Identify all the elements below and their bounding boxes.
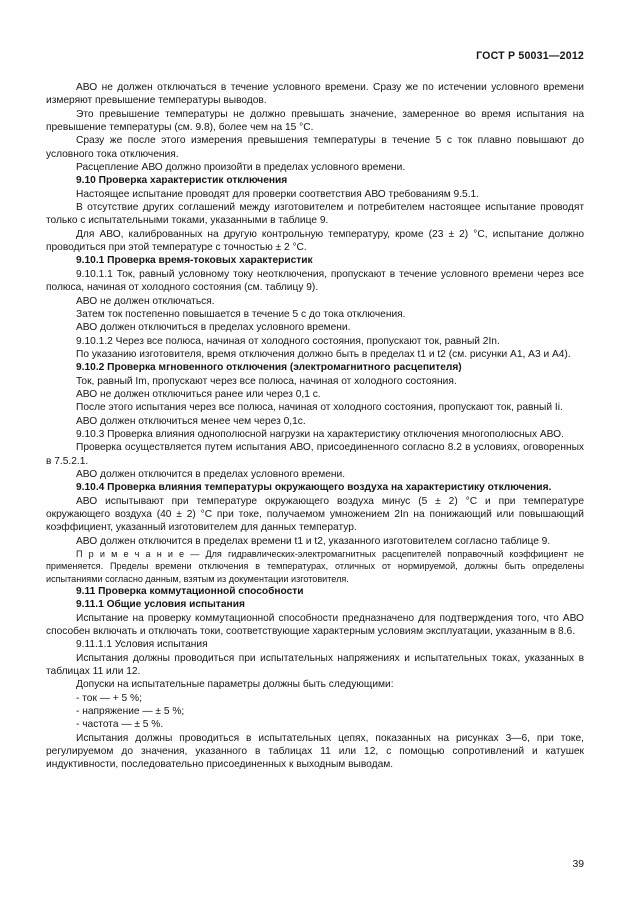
paragraph: В отсутствие других соглашений между изготовителем и потребителем настоящее испытание проводят только с испытательными токами, указанными в таблице 9.	[46, 202, 584, 227]
paragraph: Испытания должны проводиться в испытательных цепях, показанных на рисунках 3—6, при токе, регулируемом до значения, указанного в таблицах 11 или 12, с помощью сопротивлений и катушек индуктивности, последовательно присоединенных к выходным выводам.	[46, 732, 584, 771]
paragraph: Расцепление АВО должно произойти в пределах условного времени.	[76, 162, 406, 174]
paragraph: Затем ток постепенно повышается в течение 5 с до тока отключения.	[76, 308, 406, 320]
list-item: - ток — + 5 %;	[76, 692, 142, 704]
paragraph: 9.10.1.1 Ток, равный условному току неотключения, пропускают в течение условного времени через все полюса, начиная от холодного состояния (см. таблицу 9).	[46, 268, 584, 294]
paragraph: Ток, равный Im, пропускают через все полюса, начиная от холодного состояния.	[76, 375, 457, 387]
paragraph: Испытания должны проводиться при испытательных напряжениях и испытательных токах, указанных в таблицах 11 или 12.	[46, 652, 584, 677]
paragraph: 9.11.1.1 Условия испытания	[76, 639, 208, 651]
paragraph: Допуски на испытательные параметры должны быть следующими:	[76, 679, 394, 691]
document-body	[46, 81, 584, 772]
note-paragraph: П р и м е ч а н и е — Для гидравлических-электромагнитных расцепителей поправочный коэффициент не применяется. Пределы времени отключения в температурах, отличных от нормируемой, должны быть определены испытаниями согласно данным, взятым из документации изготовителя.	[46, 549, 584, 584]
paragraph: АВО не должен отключаться в течение условного времени. Сразу же по истечении условного времени измеряют превышение температуры выводов.	[46, 82, 584, 107]
page-number: 39	[572, 859, 584, 870]
section-heading: 9.10.1 Проверка время-токовых характеристик	[76, 255, 313, 267]
paragraph: Это превышение температуры не должно превышать значение, замеренное во время испытания на превышение температуры (см. 9.8), более чем на 15 °С.	[46, 108, 584, 134]
paragraph: Для АВО, калиброванных на другую контрольную температуру, кроме (23 ± 2) °С, испытание должно проводиться при этой температуре с точностью ± 2 °С.	[46, 228, 584, 254]
paragraph: АВО должен отключится в пределах времени t1 и t2, указанного изготовителем согласно таблице 9.	[76, 535, 551, 547]
paragraph: По указанию изготовителя, время отключения должно быть в пределах t1 и t2 (см. рисунки А1, А3 и А4).	[76, 348, 571, 360]
paragraph: Испытание на проверку коммутационной способности предназначено для подтверждения того, что АВО способен включать и отключать токи, соответствующие характерным условиям эксплуатации, указанным в 8.6.	[46, 612, 584, 637]
paragraph: После этого испытания через все полюса, начиная от холодного состояния, пропускают ток, равный Ii.	[76, 402, 563, 414]
section-heading: 9.10.2 Проверка мгновенного отключения (электромагнитного расцепителя)	[76, 362, 462, 374]
paragraph: АВО испытывают при температуре окружающего воздуха минус (5 ± 2) °С и при температуре окружающего воздуха (40 ± 2) °С при токе, получаемом умножением 2In на понижающий или повышающий коэффициент, указанный изготовителем для данных температур.	[46, 495, 584, 534]
standard-header: ГОСТ Р 50031—2012	[476, 50, 584, 62]
section-heading: 9.10 Проверка характеристик отключения	[76, 175, 288, 187]
paragraph: АВО не должен отключаться.	[76, 295, 215, 307]
paragraph: 9.10.3 Проверка влияния однополюсной нагрузки на характеристику отключения многополюсных АВО.	[76, 428, 564, 440]
section-heading: 9.11.1 Общие условия испытания	[76, 599, 245, 611]
list-item: - напряжение — ± 5 %;	[76, 706, 185, 718]
paragraph: Проверка осуществляется путем испытания АВО, присоединенного согласно 8.2 в условиях, оговоренных в 7.5.2.1.	[46, 442, 584, 467]
paragraph: Сразу же после этого измерения превышения температуры в течение 5 с ток плавно повышают до условного тока отключения.	[46, 135, 584, 160]
section-heading: 9.10.4 Проверка влияния температуры окружающего воздуха на характеристику отключения.	[76, 482, 552, 494]
list-item: - частота — ± 5 %.	[76, 719, 164, 731]
paragraph: Настоящее испытание проводят для проверки соответствия АВО требованиям 9.5.1.	[76, 188, 480, 200]
section-heading: 9.11 Проверка коммутационной способности	[76, 585, 304, 597]
paragraph: АВО должен отключиться менее чем через 0,1с.	[76, 415, 306, 427]
paragraph: 9.10.1.2 Через все полюса, начиная от холодного состояния, пропускают ток, равный 2In.	[76, 335, 500, 347]
paragraph: АВО должен отключиться в пределах условного времени.	[76, 322, 351, 334]
paragraph: АВО не должен отключиться ранее или через 0,1 с.	[76, 388, 321, 400]
paragraph: АВО должен отключится в пределах условного времени.	[76, 468, 346, 480]
